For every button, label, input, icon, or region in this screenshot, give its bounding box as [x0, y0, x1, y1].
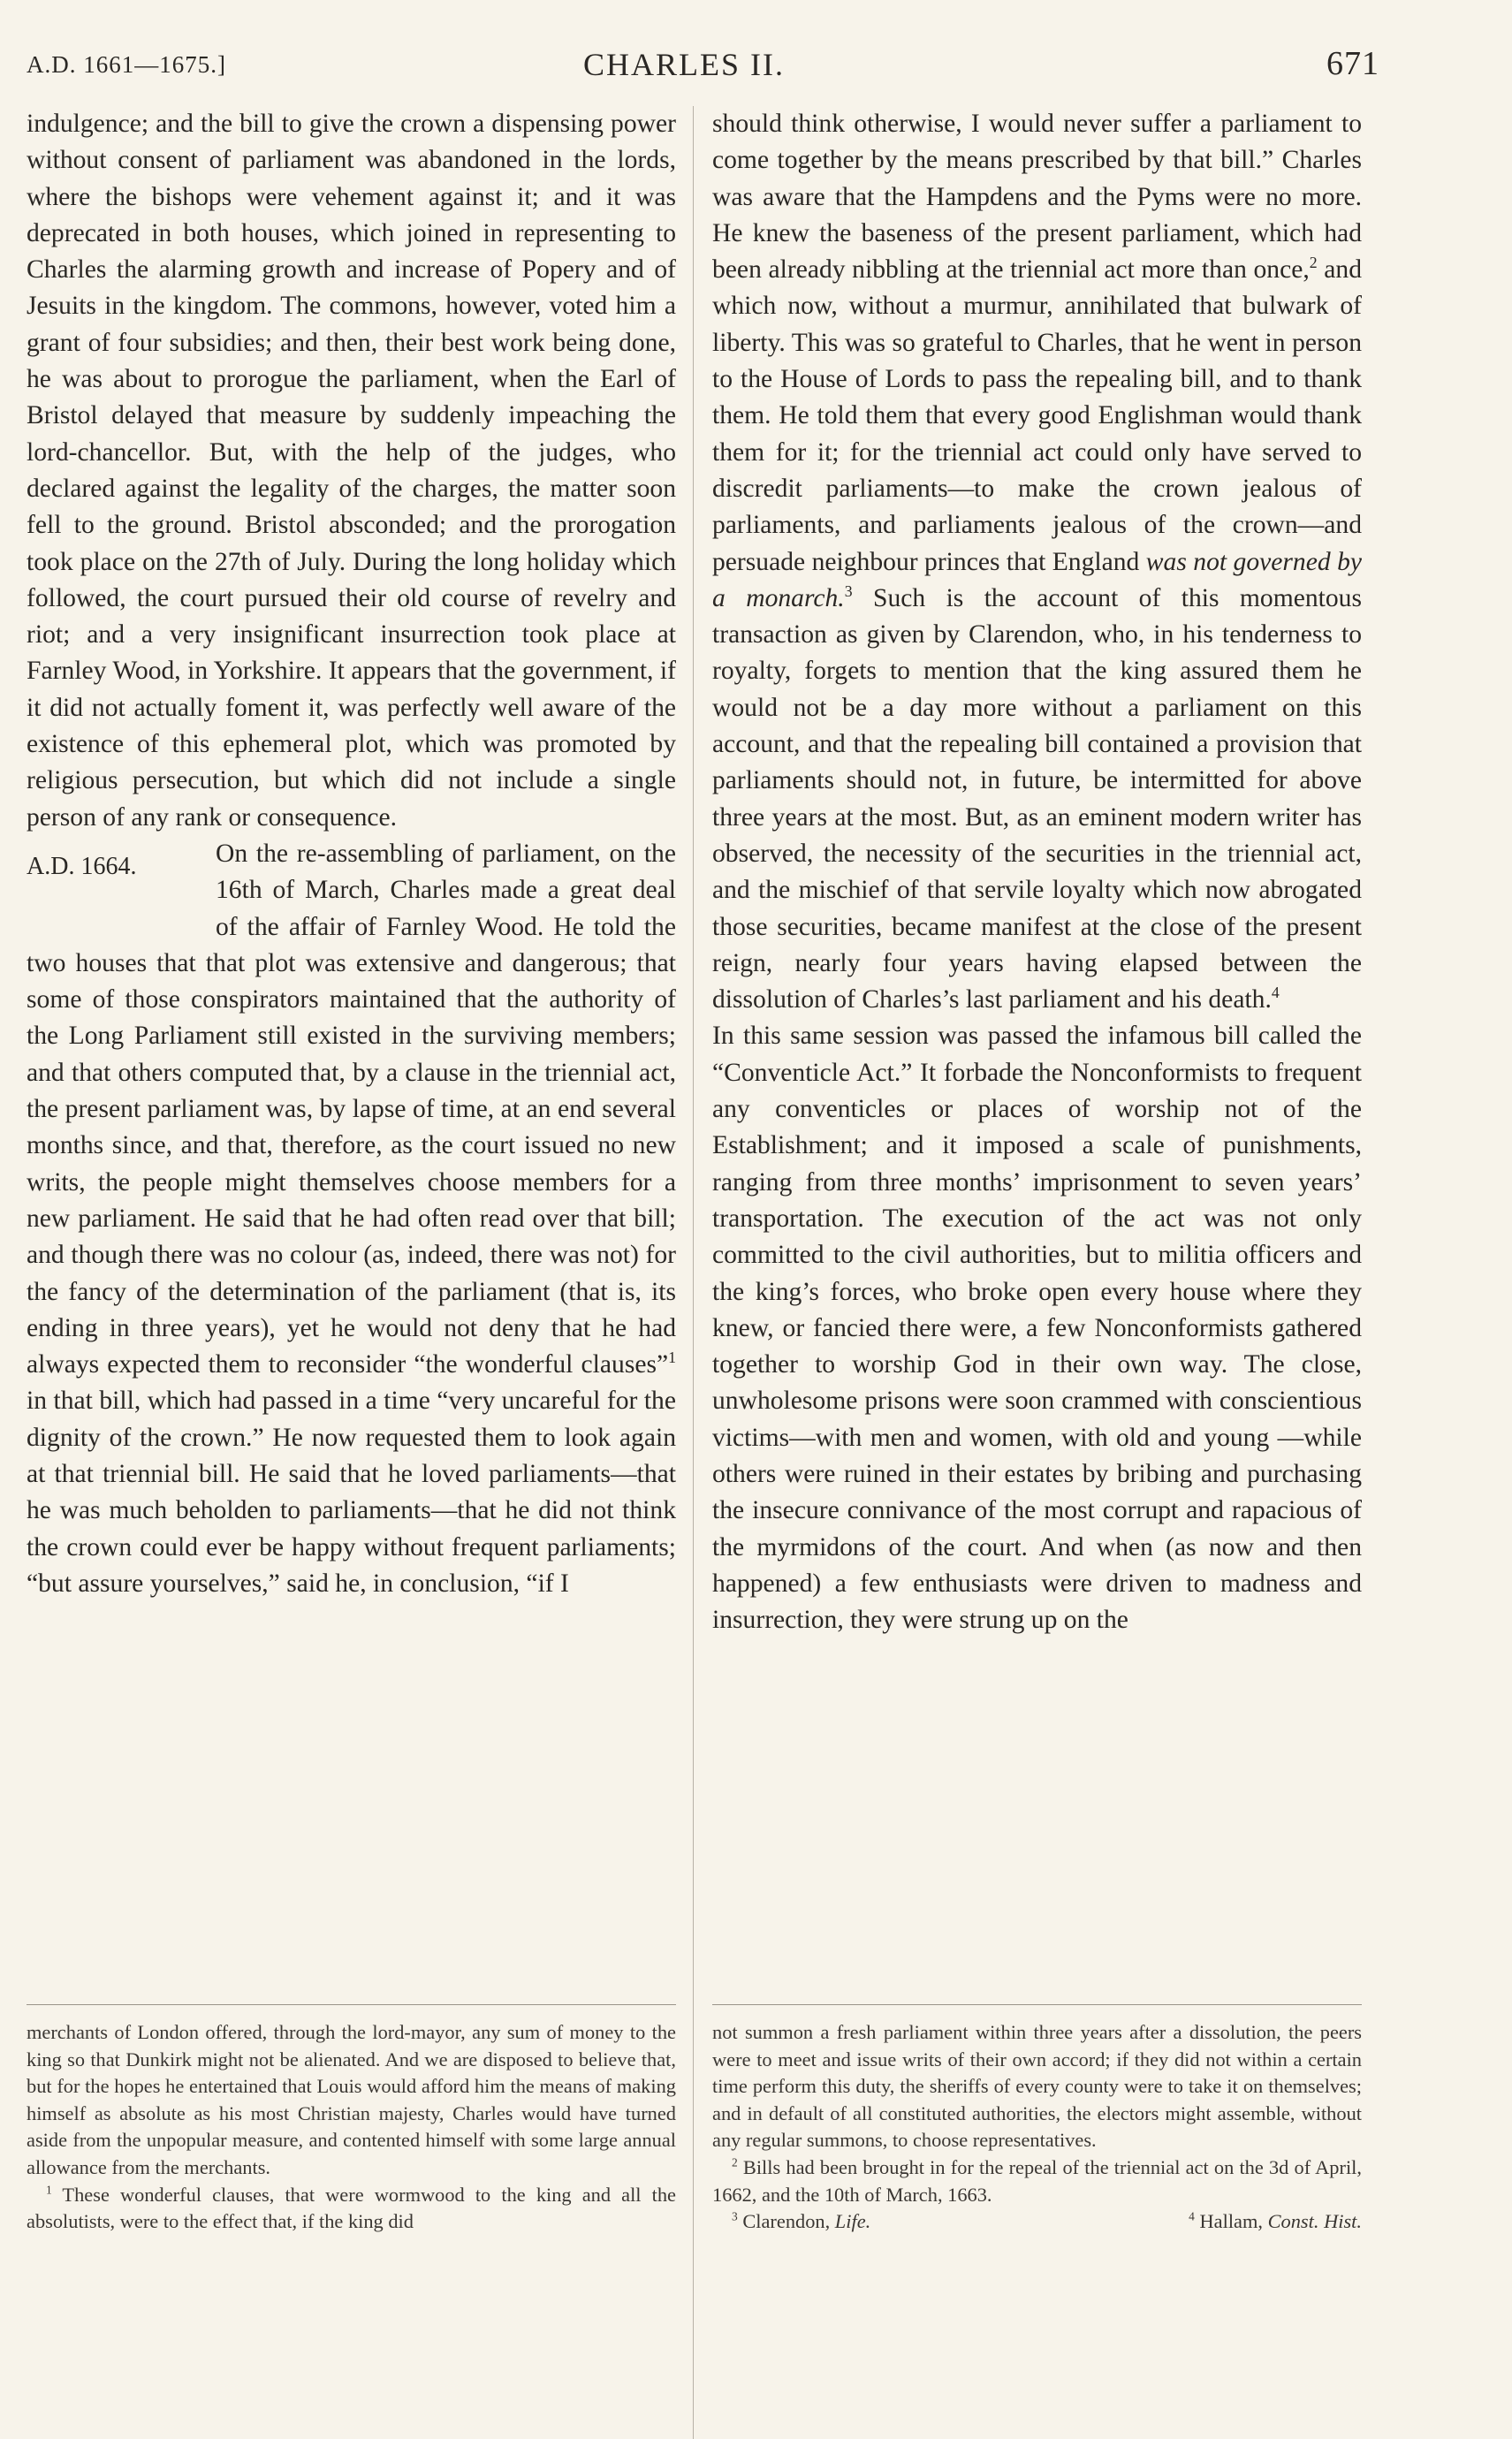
paragraph-text: On the re-assembling of parliament, on the 16th of March, Charles made a great deal of the affair of Farnley Wood. He told the two houses that that plot was extensive and dangerous; that some of those conspirators maintained that the authority of the Long Parliament still existed in the surviving members; and that others computed that, by a clause in the triennial act, the present parliament was, by lapse of time, at an end several months since, and that, therefore, as the court issued no new writs, the people might themselves choose members for a new parliament. He said that he had often read over that bill; and though there was no colour (as, indeed, there was not) for the fancy of the determination of the parliament (that is, its ending in three years), yet he would not deny that he had always expected them to reconsider [27, 839, 676, 1379]
paragraph [27, 836, 676, 1602]
paragraph [712, 106, 1362, 1018]
paragraph-text: Such is the account of this momentous transaction as given by Clarendon, who, in his tenderness to royalty, forgets to mention that the king assured them he would not be a day more without a parliament on this account, and that the repealing bill contained a provision that parliaments should not, in future, be intermitted for above three years at the most. But, as an eminent modern writer has observed, the necessity of the securities in the triennial act, and the mischief of that servile loyalty which now abrogated those securities, became manifest at the close of the present reign, nearly four years having elapsed between the dissolution of Charles’s last parliament and his death. [712, 583, 1362, 1014]
footnote-text: These wonderful clauses, that were wormwood to the king and all the absolutists, were to the effect that, if the king did [27, 2183, 676, 2233]
footnote [712, 2154, 1362, 2208]
paragraph [27, 106, 676, 836]
paragraph [712, 1018, 1362, 1638]
left-column [27, 106, 676, 1602]
column-divider [693, 106, 694, 2439]
header-date-range: A.D. 1661—1675.] [27, 51, 226, 78]
footnote-row [712, 2208, 1362, 2236]
footnote-italic: Life. [834, 2210, 871, 2233]
footnote [27, 2182, 676, 2236]
quoted-text: “the wonderful clauses” [414, 1350, 669, 1379]
footnote-number: 1 [46, 2183, 52, 2197]
header-title: CHARLES II. [583, 47, 785, 82]
footnote-text: Bills had been brought in for the repeal of the triennial act on the 3d of April, 1662, and the 10th of March, 1663. [712, 2155, 1362, 2206]
paragraph-text: and which now, without a murmur, annihilated that bulwark of liberty. This was so grateful to Charles, that he went in person to the House of Lords to pass the repealing bill, and to thank them. He told them that every good Englishman would thank them for it; for the triennial act could only have served to discredit parliaments—to make the crown jealous of parliaments, and parliaments jealous of the crown—and persuade neighbour princes that England [712, 255, 1362, 576]
footnote-ref: 1 [668, 1349, 676, 1367]
footnote-continuation: merchants of London offered, through the lord-mayor, any sum of money to the king so that Dunkirk might not be alienated. And we are disposed to believe that, but for the hopes he entertained that Louis would afford him the means of making himself as absolute as his most Christian majesty, Charles would have turned aside from the unpopular measure, and contented himself with some large annual allowance from the merchants. [27, 2021, 676, 2178]
paragraph-text: should think otherwise, I would never suffer a parliament to come together by the means prescribed by that bill.” Charles was aware that the Hampdens and the Pyms were no more. He knew the baseness of the present parliament, which had been already nibbling at the triennial act more than once, [712, 110, 1362, 285]
paragraph-text: in that bill, which had passed in a time “very uncareful for the dignity of the crown.” He now requested them to look again at that triennial bill. He said that he loved parliaments—that he was much beholden to parliaments—that he did not think the crown could ever be happy without frequent parliaments; “but assure yourselves,” said he, in conclusion, “if I [27, 1387, 676, 1598]
footnote [732, 2208, 870, 2236]
page-number: 671 [1326, 45, 1379, 82]
footnotes-right [712, 2019, 1362, 2236]
footnote-italic: Const. Hist. [1267, 2210, 1362, 2233]
paragraph-text: indulgence; and the bill to give the crown a dispensing power without consent of parliament was abandoned in the lords, where the bishops were vehement against it; and it was deprecated in both houses, which joined in representing to Charles the alarming growth and increase of Popery and of Jesuits in the kingdom. The commons, however, voted him a grant of four subsidies; and then, their best work being done, he was about to prorogue the parliament, when the Earl of Bristol delayed that measure by suddenly impeaching the lord-chancellor. But, with the help of the judges, who declared against the legality of the charges, the matter soon fell to the ground. Bristol absconded; and the prorogation took place on the 27th of July. During the long holiday which followed, the court pursued their old course of revelry and riot; and a very insignificant insurrection took place at Farnley Wood, in Yorkshire. It appears that the government, if it did not actually foment it, was perfectly well aware of the existence of this ephemeral plot, which was promoted by religious persecution, but which did not include a single person of any rank or consequence. [27, 110, 676, 832]
footnote-text: Clarendon, [742, 2210, 835, 2233]
italic-text: was not governed by a monarch. [712, 547, 1363, 612]
running-header [27, 42, 1379, 87]
footnote-number: 4 [1189, 2209, 1195, 2223]
right-column [712, 106, 1362, 1638]
footnote-ref: 4 [1271, 984, 1280, 1002]
margin-date: A.D. 1664. [27, 852, 137, 880]
footnote-rule [27, 2004, 676, 2005]
footnote-number: 3 [732, 2209, 738, 2223]
footnotes-left [27, 2019, 676, 2236]
footnote [1189, 2208, 1362, 2236]
footnote-number: 2 [732, 2155, 738, 2169]
paragraph-text: In this same session was passed the infamous bill called the “Conventicle Act.” It forbade the Nonconformists to frequent any conventicles or places of worship not of the Establishment; and it imposed a scale of punishments, ranging from three months’ imprisonment to seven years’ transportation. The execution of the act was not only committed to the civil authorities, but to militia officers and the king’s forces, who broke open every house where they knew, or fancied there were, a few Nonconformists gathered together to worship God in their own way. The close, unwholesome prisons were soon crammed with conscientious victims—with men and women, with old and young —while others were ruined in their estates by bribing and purchasing the insecure connivance of the most corrupt and rapacious of the myrmidons of the court. And when (as now and then happened) a few enthusiasts were driven to madness and insurrection, they were strung up on the [712, 1022, 1362, 1635]
footnote-continuation: not summon a fresh parliament within three years after a dissolution, the peers were to meet and issue writs of their own accord; if they did not within a certain time perform this duty, the sheriffs of every county were to take it on themselves; and in default of all constituted authorities, the electors might assemble, without any regular summons, to choose representatives. [712, 2021, 1362, 2152]
footnote-ref: 2 [1309, 254, 1318, 272]
footnote-rule [712, 2004, 1362, 2005]
footnote-ref: 3 [844, 582, 853, 600]
footnote-text: Hallam, [1199, 2210, 1268, 2233]
